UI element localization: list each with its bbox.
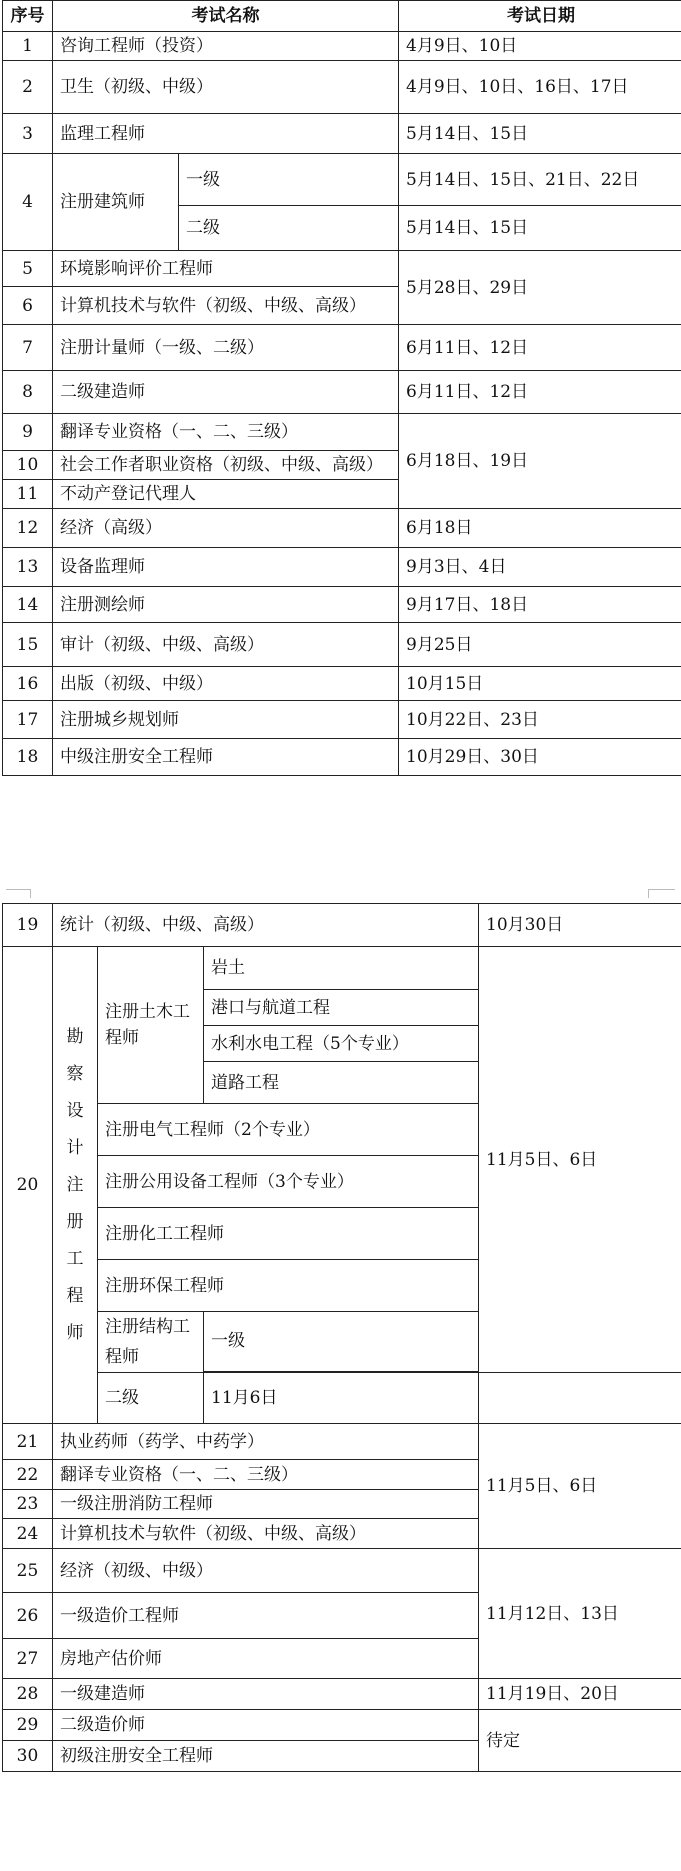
exam-name: 二级建造师 — [53, 371, 399, 414]
table-row — [3, 667, 681, 701]
exam-date: 10月22日、23日 — [399, 701, 681, 739]
exam-date: 6月18日 — [399, 509, 681, 548]
table-row — [3, 1424, 681, 1460]
table-row — [3, 1549, 681, 1593]
table-row — [3, 739, 681, 776]
exam-name: 注册测绘师 — [53, 587, 399, 623]
page-break-mark-right — [648, 889, 675, 898]
exam-name: 社会工作者职业资格（初级、中级、高级） — [53, 451, 399, 480]
exam-date: 5月14日、15日 — [399, 206, 681, 251]
exam-date: 11月12日、13日 — [479, 1549, 681, 1679]
exam-name: 一级建造师 — [53, 1679, 479, 1710]
exam-sublevel: 一级 — [204, 1312, 479, 1372]
table-row — [3, 548, 681, 587]
exam-sublevel: 二级 — [98, 1373, 204, 1424]
exam-name: 环境影响评价工程师 — [53, 251, 399, 287]
row-num: 1 — [3, 32, 53, 61]
group-char: 计 — [66, 1137, 84, 1158]
exam-name: 翻译专业资格（一、二、三级） — [53, 414, 399, 451]
header-date: 考试日期 — [399, 1, 681, 32]
exam-date: 5月28日、29日 — [399, 251, 681, 325]
group-char: 勘 — [66, 1026, 84, 1047]
page-break-mark-left — [6, 889, 31, 898]
exam-schedule-table-part1 — [2, 0, 681, 776]
exam-name: 一级注册消防工程师 — [53, 1490, 479, 1519]
exam-date: 4月9日、10日、16日、17日 — [399, 61, 681, 114]
group-char: 察 — [66, 1063, 84, 1084]
row-num: 8 — [3, 371, 53, 414]
exam-specialty: 道路工程 — [204, 1062, 479, 1104]
row-num: 6 — [3, 287, 53, 325]
exam-name: 不动产登记代理人 — [53, 480, 399, 509]
header-name: 考试名称 — [53, 1, 399, 32]
exam-name: 注册电气工程师（2个专业） — [98, 1104, 479, 1156]
exam-specialty: 港口与航道工程 — [204, 990, 479, 1026]
table-row — [3, 587, 681, 623]
header-row — [3, 1, 681, 32]
exam-specialty: 岩土 — [204, 947, 479, 990]
table-row — [3, 414, 681, 451]
row-num: 19 — [3, 904, 53, 947]
exam-date: 10月29日、30日 — [399, 739, 681, 776]
exam-sublevel: 一级 — [179, 154, 399, 206]
table-row — [3, 154, 681, 206]
exam-name: 经济（高级） — [53, 509, 399, 548]
header-num: 序号 — [3, 1, 53, 32]
row-num: 12 — [3, 509, 53, 548]
exam-name: 计算机技术与软件（初级、中级、高级） — [53, 1519, 479, 1549]
exam-name: 监理工程师 — [53, 114, 399, 154]
row-num: 26 — [3, 1593, 53, 1639]
exam-date: 9月17日、18日 — [399, 587, 681, 623]
exam-date: 9月25日 — [399, 623, 681, 667]
row-num: 11 — [3, 480, 53, 509]
exam-name: 统计（初级、中级、高级） — [53, 904, 479, 947]
table-row — [3, 1373, 681, 1424]
exam-name: 房地产估价师 — [53, 1639, 479, 1679]
exam-sublevel: 二级 — [179, 206, 399, 251]
exam-name: 二级造价师 — [53, 1710, 479, 1741]
exam-date: 11月5日、6日 — [479, 947, 681, 1373]
exam-date: 4月9日、10日 — [399, 32, 681, 61]
exam-name: 注册结构工程师 — [98, 1312, 204, 1373]
group-char: 注 — [66, 1174, 84, 1195]
exam-date: 6月18日、19日 — [399, 414, 681, 509]
exam-name: 注册公用设备工程师（3个专业） — [98, 1156, 479, 1208]
exam-name: 出版（初级、中级） — [53, 667, 399, 701]
exam-name: 注册城乡规划师 — [53, 701, 399, 739]
exam-name: 计算机技术与软件（初级、中级、高级） — [53, 287, 399, 325]
exam-name: 注册计量师（一级、二级） — [53, 325, 399, 371]
row-num: 20 — [3, 947, 53, 1424]
exam-date: 6月11日、12日 — [399, 371, 681, 414]
exam-date: 11月6日 — [204, 1373, 479, 1424]
group-char: 设 — [66, 1100, 84, 1121]
exam-name: 注册建筑师 — [53, 154, 179, 251]
exam-name: 一级造价工程师 — [53, 1593, 479, 1639]
exam-name: 初级注册安全工程师 — [53, 1741, 479, 1772]
row-num: 28 — [3, 1679, 53, 1710]
table-row — [3, 325, 681, 371]
exam-date: 待定 — [479, 1710, 681, 1772]
group-char: 程 — [66, 1285, 84, 1306]
row-num: 18 — [3, 739, 53, 776]
exam-group-label — [53, 947, 98, 1424]
table-row — [3, 1710, 681, 1741]
exam-date: 10月30日 — [479, 904, 681, 947]
exam-date: 5月14日、15日、21日、22日 — [399, 154, 681, 206]
exam-date: 5月14日、15日 — [399, 114, 681, 154]
row-num: 15 — [3, 623, 53, 667]
row-num: 27 — [3, 1639, 53, 1679]
exam-name: 设备监理师 — [53, 548, 399, 587]
exam-schedule-table-part2 — [2, 903, 681, 1772]
exam-date: 6月11日、12日 — [399, 325, 681, 371]
exam-specialty: 水利水电工程（5个专业） — [204, 1026, 479, 1062]
exam-name: 注册化工工程师 — [98, 1208, 479, 1260]
table-row — [3, 1679, 681, 1710]
row-num: 22 — [3, 1460, 53, 1490]
table-row — [3, 623, 681, 667]
table-row — [3, 61, 681, 114]
group-char: 册 — [66, 1211, 84, 1232]
exam-name: 中级注册安全工程师 — [53, 739, 399, 776]
group-char: 工 — [66, 1248, 84, 1269]
exam-date: 9月3日、4日 — [399, 548, 681, 587]
exam-date: 11月19日、20日 — [479, 1679, 681, 1710]
row-num: 10 — [3, 451, 53, 480]
table-row — [3, 371, 681, 414]
exam-name: 执业药师（药学、中药学） — [53, 1424, 479, 1460]
row-num: 29 — [3, 1710, 53, 1741]
row-num: 23 — [3, 1490, 53, 1519]
exam-name: 注册土木工程师 — [98, 947, 204, 1104]
table-row — [3, 114, 681, 154]
table-row — [3, 904, 681, 947]
exam-name: 经济（初级、中级） — [53, 1549, 479, 1593]
exam-date: 11月5日、6日 — [479, 1424, 681, 1549]
row-num: 7 — [3, 325, 53, 371]
exam-name: 翻译专业资格（一、二、三级） — [53, 1460, 479, 1490]
row-num: 24 — [3, 1519, 53, 1549]
row-num: 13 — [3, 548, 53, 587]
exam-name: 注册环保工程师 — [98, 1260, 479, 1312]
table-row — [3, 251, 681, 287]
row-num: 25 — [3, 1549, 53, 1593]
row-num: 5 — [3, 251, 53, 287]
table-row — [3, 32, 681, 61]
exam-name: 审计（初级、中级、高级） — [53, 623, 399, 667]
exam-name: 咨询工程师（投资） — [53, 32, 399, 61]
row-num: 21 — [3, 1424, 53, 1460]
row-num: 2 — [3, 61, 53, 114]
row-num: 14 — [3, 587, 53, 623]
table-row — [3, 509, 681, 548]
row-num: 3 — [3, 114, 53, 154]
table-row — [3, 947, 681, 990]
row-num: 4 — [3, 154, 53, 251]
group-char: 师 — [66, 1322, 84, 1343]
exam-date: 10月15日 — [399, 667, 681, 701]
row-num: 16 — [3, 667, 53, 701]
row-num: 9 — [3, 414, 53, 451]
table-row — [3, 701, 681, 739]
exam-name: 卫生（初级、中级） — [53, 61, 399, 114]
row-num: 17 — [3, 701, 53, 739]
row-num: 30 — [3, 1741, 53, 1772]
